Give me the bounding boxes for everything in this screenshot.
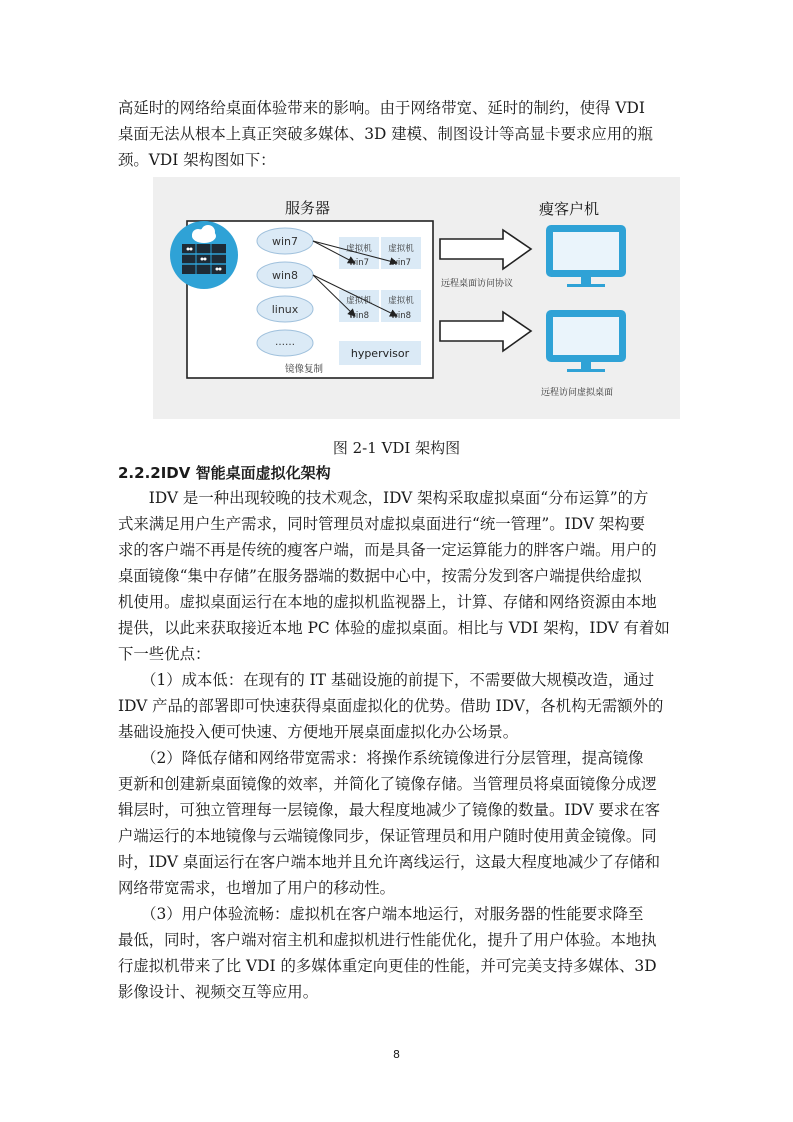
server-title: 服务器 (285, 199, 331, 217)
body-line: IDV 产品的部署即可快速获得桌面虚拟化的优势。借助 IDV，各机构无需额外的 (118, 697, 664, 715)
intro-line-1: 高延时的网络给桌面体验带来的影响。由于网络带宽、延时的制约，使得 VDI (118, 99, 645, 117)
monitor-icon-2 (546, 310, 626, 372)
body-line: 网络带宽需求，也增加了用户的移动性。 (118, 879, 396, 897)
svg-text:虚拟机: 虚拟机 (388, 244, 414, 254)
svg-text:hypervisor: hypervisor (350, 347, 410, 360)
body-line: 辑层时，可独立管理每一层镜像，最大程度地减少了镜像的数量。IDV 要求在客 (118, 801, 661, 819)
image-bubble-win8 (257, 262, 313, 288)
svg-text:win8: win8 (271, 269, 299, 282)
body-line: （1）成本低：在现有的 IT 基础设施的前提下，不需要做大规模改造，通过 (118, 671, 655, 689)
svg-text:win8: win8 (390, 311, 412, 321)
svg-text:win7: win7 (390, 258, 412, 268)
remote-access-label: 远程访问虚拟桌面 (541, 388, 614, 398)
figure-caption: 图 2-1 VDI 架构图 (332, 439, 461, 457)
vdi-architecture-figure (153, 177, 680, 419)
body-line: IDV 是一种出现较晚的技术观念，IDV 架构采取虚拟桌面“分布运算”的方 (118, 489, 649, 507)
body-line: （3）用户体验流畅：虚拟机在客户端本地运行，对服务器的性能要求降至 (118, 905, 644, 923)
arrow-to-thin-client-2 (440, 312, 531, 351)
image-bubble-win7 (257, 228, 313, 254)
body-line: 行虚拟机带来了比 VDI 的多媒体重定向更佳的性能，并可完美支持多媒体、3D (118, 957, 657, 975)
hypervisor-box (339, 341, 421, 365)
body-line: 提供，以此来获取接近本地 PC 体验的虚拟桌面。相比与 VDI 架构，IDV 有着如 (118, 619, 670, 637)
svg-text:虚拟机: 虚拟机 (388, 296, 414, 306)
intro-line-3: 颈。VDI 架构图如下： (118, 151, 276, 169)
svg-text:虚拟机: 虚拟机 (346, 244, 372, 254)
svg-text:虚拟机: 虚拟机 (346, 296, 372, 306)
svg-text:win7: win7 (271, 235, 299, 248)
body-line: （2）降低存储和网络带宽需求：将操作系统镜像进行分层管理，提高镜像 (118, 749, 644, 767)
body-line: 时，IDV 桌面运行在客户端本地并且允许离线运行，这最大程度地减少了存储和 (118, 853, 661, 871)
body-line: 桌面镜像“集中存储”在服务器端的数据中心中，按需分发到客户端提供给虚拟 (118, 567, 642, 585)
image-bubble-more (257, 330, 313, 356)
mirror-copy-label: 镜像复制 (285, 364, 324, 375)
body-line: 户端运行的本地镜像与云端镜像同步，保证管理员和用户随时使用黄金镜像。同 (118, 827, 657, 845)
svg-text:win7: win7 (348, 258, 370, 268)
protocol-label: 远程桌面访问协议 (441, 279, 514, 289)
svg-text:linux: linux (271, 303, 299, 316)
monitor-icon-1 (546, 225, 626, 287)
svg-text:win8: win8 (348, 311, 370, 321)
body-line: 基础设施投入便可快速、方便地开展桌面虚拟化办公场景。 (118, 723, 519, 741)
body-line: 求的客户端不再是传统的瘦客户端，而是具备一定运算能力的胖客户端。用户的 (118, 541, 657, 559)
client-title: 瘦客户机 (539, 200, 600, 218)
section-heading: 2.2.2IDV 智能桌面虚拟化架构 (118, 464, 331, 482)
body-line: 最低，同时，客户端对宿主机和虚拟机进行性能优化，提升了用户体验。本地执 (118, 931, 657, 949)
body-line: 机使用。虚拟桌面运行在本地的虚拟机监视器上，计算、存储和网络资源由本地 (118, 593, 657, 611)
body-line: 式来满足用户生产需求，同时管理员对虚拟桌面进行“统一管理”。IDV 架构要 (118, 515, 646, 533)
svg-text:……: …… (275, 337, 295, 348)
body-line: 影像设计、视频交互等应用。 (118, 983, 319, 1001)
page-number: 8 (393, 1048, 400, 1061)
server-cloud-icon (170, 221, 238, 289)
image-bubble-linux (257, 296, 313, 322)
arrow-to-thin-client-1 (440, 230, 531, 269)
body-line: 下一些优点： (118, 645, 211, 663)
body-line: 更新和创建新桌面镜像的效率，并简化了镜像存储。当管理员将桌面镜像分成逻 (118, 775, 657, 793)
intro-line-2: 桌面无法从根本上真正突破多媒体、3D 建模、制图设计等高显卡要求应用的瓶 (118, 125, 653, 143)
